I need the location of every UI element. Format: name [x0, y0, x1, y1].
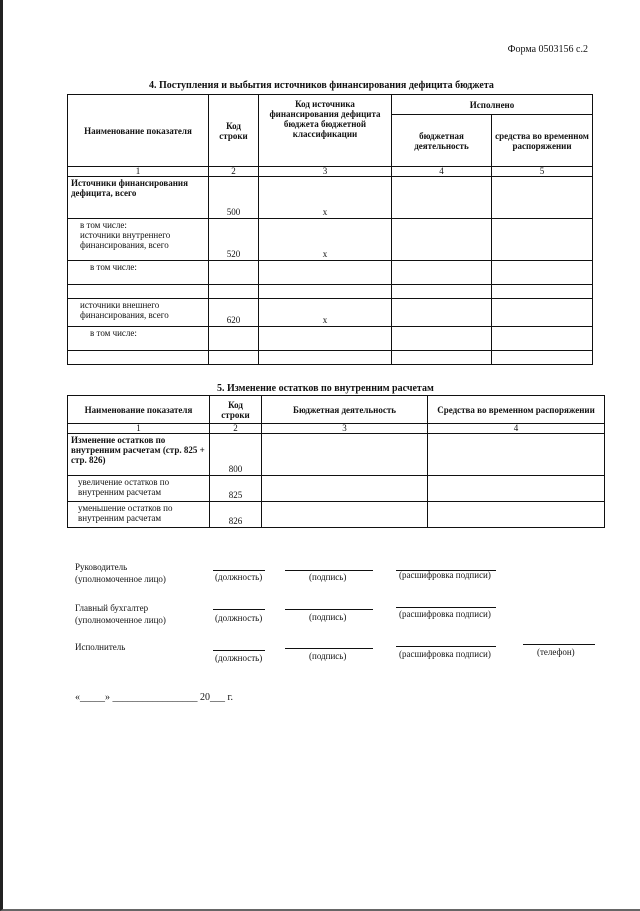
internal-settlements-table: [67, 395, 605, 528]
row-source: [259, 261, 392, 285]
col-number: 3: [262, 424, 428, 434]
row-code: [209, 327, 259, 351]
cell-temp: [492, 261, 593, 285]
col-header-executed: Исполнено: [392, 95, 593, 115]
head-label: Руководитель: [75, 562, 128, 572]
col-number: 1: [68, 424, 210, 434]
row-code: 500: [209, 177, 259, 219]
signature-line: [285, 570, 373, 571]
col-header-code: Код строки: [209, 95, 259, 167]
cell-temp: [428, 434, 605, 476]
position-line: [213, 609, 265, 610]
chief-accountant-signature-label: [75, 602, 166, 626]
cell-budget: [392, 219, 492, 261]
table-row: [68, 299, 593, 327]
position-caption: (должность): [215, 613, 263, 623]
position-line: [213, 570, 265, 571]
cell-temp: [492, 351, 593, 365]
section5-title: 5. Изменение остатков по внутренним расчетам: [217, 383, 434, 394]
table-row: [68, 327, 593, 351]
executor-label: Исполнитель: [75, 642, 126, 652]
cell-temp: [492, 219, 593, 261]
col-header-budget: Бюджетная деятельность: [262, 396, 428, 424]
row-name: в том числе: источники внутреннего финансирования, всего: [68, 219, 209, 261]
row-source: x: [259, 219, 392, 261]
row-name: увеличение остатков по внутренним расчетам: [68, 476, 210, 502]
signature-caption: (подпись): [309, 612, 347, 622]
cell-budget: [392, 327, 492, 351]
col-number: 4: [392, 167, 492, 177]
cell-budget: [392, 261, 492, 285]
phone-line: [523, 644, 595, 645]
col-number: 4: [428, 424, 605, 434]
row-code: 825: [210, 476, 262, 502]
section4-title: 4. Поступления и выбытия источников финансирования дефицита бюджета: [149, 80, 494, 91]
cell-budget: [392, 299, 492, 327]
row-name: Источники финансирования дефицита, всего: [68, 177, 209, 219]
cell-budget: [262, 434, 428, 476]
decoding-caption: (расшифровка подписи): [399, 609, 491, 619]
cell-budget: [392, 285, 492, 299]
position-caption: (должность): [215, 572, 263, 582]
col-number: 3: [259, 167, 392, 177]
row-name: в том числе:: [68, 327, 209, 351]
row-source: x: [259, 177, 392, 219]
table-row: [68, 351, 593, 365]
row-code: [209, 351, 259, 365]
authorized-person-label: (уполномоченное лицо): [75, 615, 166, 625]
cell-budget: [262, 476, 428, 502]
phone-caption: (телефон): [537, 647, 575, 657]
row-code: 826: [210, 502, 262, 528]
col-header-name: Наименование показателя: [68, 396, 210, 424]
decoding-caption: (расшифровка подписи): [399, 649, 491, 659]
authorized-person-label: (уполномоченное лицо): [75, 574, 166, 584]
row-code: 520: [209, 219, 259, 261]
row-name: Изменение остатков по внутренним расчетам (стр. 825 + стр. 826): [68, 434, 210, 476]
row-name: [68, 351, 209, 365]
chief-accountant-label: Главный бухгалтер: [75, 603, 149, 613]
table-row: [68, 177, 593, 219]
col-header-temp: Средства во временном распоряжении: [428, 396, 605, 424]
cell-budget: [392, 351, 492, 365]
col-number: 2: [209, 167, 259, 177]
executor-signature-label: [75, 641, 125, 653]
row-code: [209, 285, 259, 299]
cell-temp: [492, 299, 593, 327]
row-source: [259, 327, 392, 351]
date-line: «_____» _________________ 20___ г.: [75, 692, 233, 703]
row-name: источники внешнего финансирования, всего: [68, 299, 209, 327]
row-name: в том числе:: [68, 261, 209, 285]
col-header-code: Код строки: [210, 396, 262, 424]
decoding-line: [396, 646, 496, 647]
position-line: [213, 650, 265, 651]
row-source: [259, 351, 392, 365]
signature-caption: (подпись): [309, 572, 347, 582]
row-source: x: [259, 299, 392, 327]
position-caption: (должность): [215, 653, 263, 663]
row-code: 620: [209, 299, 259, 327]
cell-budget: [392, 177, 492, 219]
col-number: 2: [210, 424, 262, 434]
row-name: [68, 285, 209, 299]
table-row: [68, 502, 605, 528]
head-signature-label: [75, 561, 166, 585]
table-row: [68, 261, 593, 285]
col-number: 1: [68, 167, 209, 177]
col-header-name: Наименование показателя: [68, 95, 209, 167]
row-code: [209, 261, 259, 285]
table-row: [68, 476, 605, 502]
col-header-temp: средства во временном распоряжении: [492, 115, 593, 167]
form-number: Форма 0503156 с.2: [507, 44, 588, 55]
decoding-caption: (расшифровка подписи): [399, 570, 491, 580]
col-header-source-code: Код источника финансирования дефицита бюджета бюджетной классификации: [259, 95, 392, 167]
row-code: 800: [210, 434, 262, 476]
cell-temp: [428, 476, 605, 502]
signature-line: [285, 609, 373, 610]
table-row: [68, 219, 593, 261]
sources-table: [67, 94, 593, 365]
cell-temp: [492, 177, 593, 219]
cell-budget: [262, 502, 428, 528]
table-row: [68, 434, 605, 476]
col-number: 5: [492, 167, 593, 177]
cell-temp: [428, 502, 605, 528]
table-row: [68, 285, 593, 299]
cell-temp: [492, 285, 593, 299]
signature-caption: (подпись): [309, 651, 347, 661]
decoding-line: [396, 607, 496, 608]
row-name: уменьшение остатков по внутренним расчетам: [68, 502, 210, 528]
signature-line: [285, 648, 373, 649]
row-source: [259, 285, 392, 299]
cell-temp: [492, 327, 593, 351]
col-header-budget: бюджетная деятельность: [392, 115, 492, 167]
